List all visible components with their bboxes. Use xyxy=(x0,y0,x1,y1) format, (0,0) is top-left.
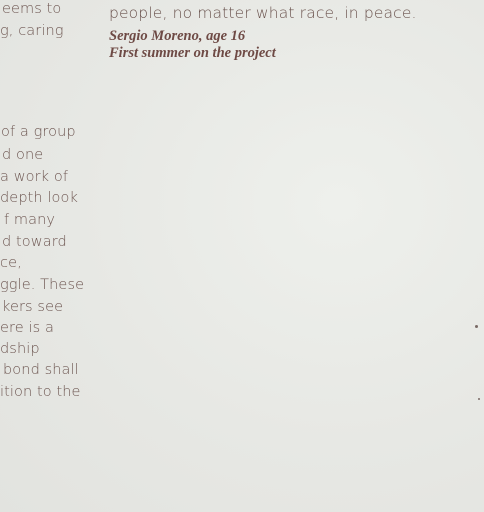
page-speck xyxy=(475,325,478,328)
left-text-line: d one xyxy=(2,147,44,163)
left-text-column xyxy=(0,0,90,512)
left-text-line: ition to the xyxy=(0,384,81,400)
left-text-line: dship xyxy=(0,341,40,357)
left-text-line: ce, xyxy=(0,255,22,271)
quote-text: people, no matter what race, in peace. xyxy=(109,4,417,22)
left-text-line: of a group xyxy=(1,124,76,140)
page-speck xyxy=(478,398,480,400)
left-text-line: bond shall xyxy=(3,362,79,378)
left-text-line: ggle. These xyxy=(0,277,85,293)
left-text-line: a work of xyxy=(0,169,69,185)
left-text-line: f many xyxy=(4,212,56,228)
left-text-line: ere is a xyxy=(0,320,54,336)
left-text-line: d toward xyxy=(2,234,67,250)
left-text-line: kers see xyxy=(2,299,64,315)
quote-attribution-name: Sergio Moreno, age 16 xyxy=(109,28,246,44)
quote-attribution-note: First summer on the project xyxy=(109,45,276,61)
left-text-line: depth look xyxy=(0,190,78,206)
left-text-line: eems to xyxy=(2,1,62,17)
left-text-line: g, caring xyxy=(0,23,64,39)
